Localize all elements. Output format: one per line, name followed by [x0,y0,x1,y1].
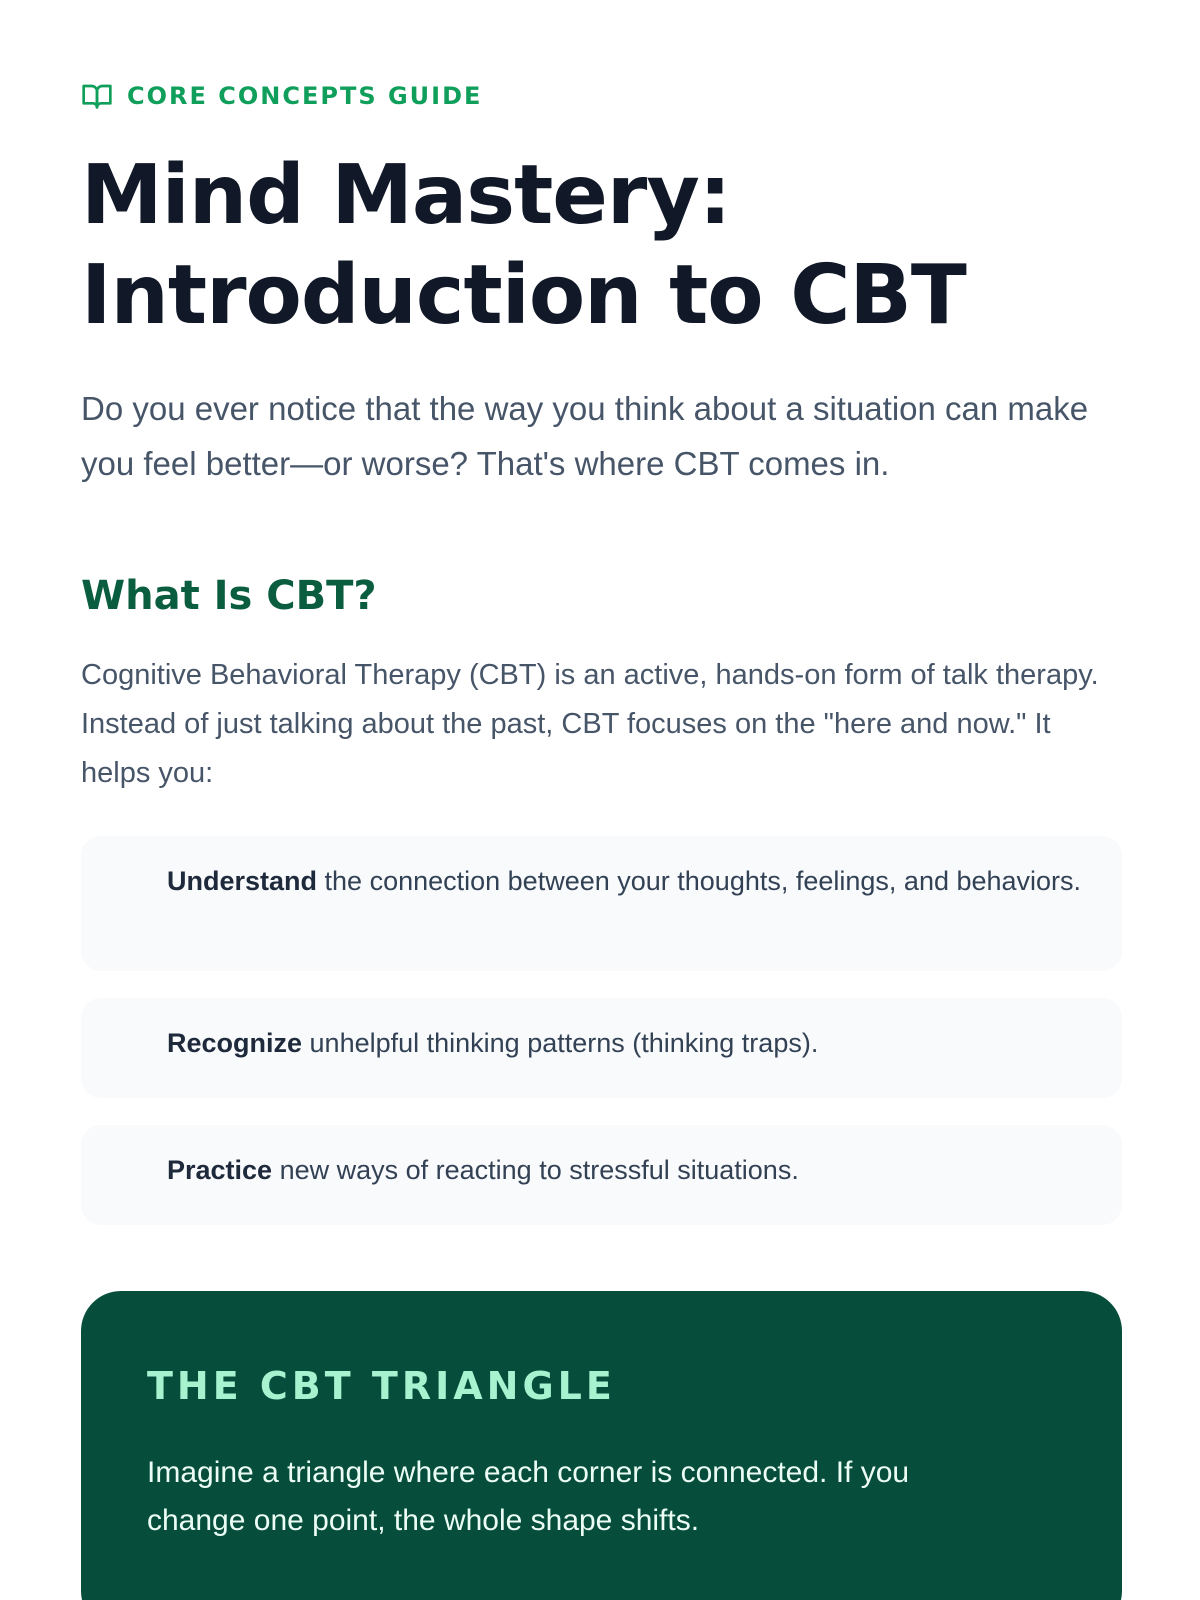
cbt-triangle-panel [81,1291,1122,1600]
eyebrow-text: CORE CONCEPTS GUIDE [127,82,483,110]
benefit-keyword: Recognize [167,1028,303,1058]
title-line-2: Introduction to CBT [81,248,966,343]
benefit-card-recognize [81,998,1122,1098]
cbt-triangle-heading: THE CBT TRIANGLE [147,1364,616,1408]
benefit-card-practice [81,1125,1122,1225]
benefit-text: the connection between your thoughts, feelings, and behaviors. [317,866,1082,896]
benefit-keyword: Practice [167,1155,273,1185]
open-book-icon [81,80,113,112]
intro-paragraph: Do you ever notice that the way you think about a situation can make you feel better—or worse? That's where CBT comes in. [81,390,1089,482]
cbt-triangle-description: Imagine a triangle where each corner is connected. If you change one point, the whole shape shifts. [147,1456,910,1537]
guide-label [81,80,482,112]
benefit-card-understand [81,836,1122,971]
title-line-1: Mind Mastery: [81,148,731,243]
what-is-cbt-heading: What Is CBT? [81,573,377,619]
what-is-cbt-description: Cognitive Behavioral Therapy (CBT) is an active, hands-on form of talk therapy. Instead of just talking about the past, CBT focuses on the "here and now." It helps you: [81,659,1099,789]
benefit-text: new ways of reacting to stressful situations. [272,1155,799,1185]
benefit-keyword: Understand [167,866,318,896]
benefit-text: unhelpful thinking patterns (thinking traps). [302,1028,819,1058]
page-title [81,146,1061,346]
